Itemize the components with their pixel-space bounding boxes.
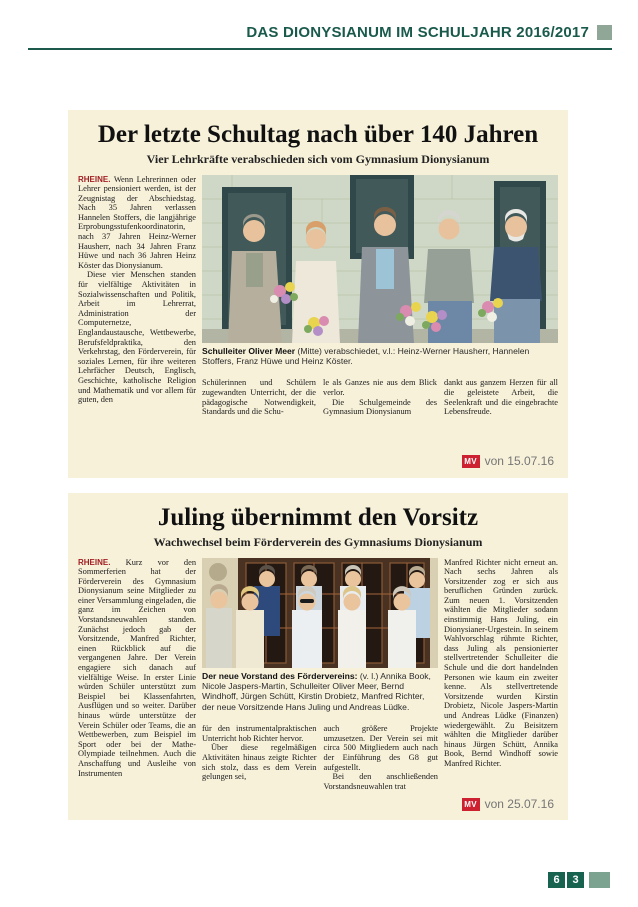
page-number-digit-6: 6 [548, 872, 565, 888]
article1-caption-rest: (Mitte) verabschiedet, v.l.: Heinz-Werner Hausherr, Hannelen Stoffers, Franz Hüwe und Heinz Köster. [202, 345, 530, 366]
article2-photo-area [202, 558, 438, 792]
article1-col1-text-1: Wenn Lehrerinnen oder Lehrer pensioniert werden, ist der Zeugnistag der Abschiedstag. Nach 35 Jahren verlassen Hannelen Stoffers, die langjährige Erprobungsstufenkoordinatorin, nach 37 Jahren Heinz-Werner Hausherr, nach 34 Jahren Franz Hüwe und nach 36 Jahren Heinz Köster das Dionysianum. [78, 174, 196, 270]
article2-column-3 [324, 724, 439, 791]
article1-column-3 [323, 378, 437, 416]
article2-col4-paragraph: Manfred Richter nicht erneut an. Nach sechs Jahren als Vorsitzender zog er sich aus beruflichen Gründen zurück. Zum neuen 1. Vorsitzenden wählten die Mitglieder sodann einstimmig Hans Juling, ein Dionysianer-Urgestein. In seinem Wahlvorschlag rühmte Richter, dass Juling als pensionierter stellvertretender Schulleiter die Schule und die dort handelnden Personen wie kaum ein zweiter kenne. Als stellvertretende Vorsitzende wurden Kirstin Drobietz, Nicole Jaspers-Martin und Andreas Lüdke (Finanzen) wiedergewählt. Zu Beisitzern wählten die Mitglieder darüber hinaus Jürgen Schütt, Annika Book, Bernd Windhoff sowie Manfred Richter. [444, 557, 558, 768]
article1-column-4 [444, 378, 558, 416]
article1-column-2 [202, 378, 316, 416]
page-header [28, 24, 612, 41]
article1-caption-lead: Schulleiter Oliver Meer [202, 345, 296, 356]
header-rule [28, 48, 612, 50]
article1-col1-paragraph-1 [78, 175, 196, 271]
article1-body [78, 175, 558, 449]
article2-column-2 [202, 724, 317, 791]
article1-dateline: RHEINE. [78, 174, 111, 184]
article2-col1-text: Kurz vor den Sommerferien hat der Förderverein des Gymnasium Dionysianum seine Mitglieder zu einer Versammlung eingeladen, die ganz im Zeichen von Vorstandsneuwahlen standen. Zunächst jedoch gab der Vorsitzende, Manfred Richter, einen Rückblick auf die vergangenen Jahre. Der Verein engagiere sich danach auf vielfältige Weise. In erster Linie würden Schüler unterstützt zum Beispiel bei Klassenfahrten, Ausflügen und so weiter. Darüber hinaus würde unterstütze der Verein Schüler oder Teams, die an Wettbewerben, zum Beispiel im Sport oder bei der Mathe-Olympiade teilnehmen. Auch die Anschaffung und Ausleihe von Instrumenten [78, 557, 197, 778]
header-accent-square [597, 25, 612, 40]
article1-subtitle: Vier Lehrkräfte verabschieden sich vom Gymnasium Dionysianum [146, 151, 490, 166]
article1-title: Der letzte Schultag nach über 140 Jahren [97, 121, 539, 148]
article2-group-photo [202, 558, 438, 668]
article1-col4-paragraph: dankt aus ganzem Herzen für all die geleistete Arbeit, die Seelenkraft und die eingebrachte Lebensfreude. [444, 378, 558, 417]
page-number-digit-3: 3 [567, 872, 584, 888]
article1-col3-paragraph-2: Die Schulgemeinde des Gymnasium Dionysianum [323, 397, 437, 417]
article2-caption-lead: Der neue Vorstand des Fördervereins: [202, 670, 358, 681]
article2-dateline: RHEINE. [78, 557, 111, 567]
article2-caption-rest: (v. l.) Annika Book, Nicole Jaspers-Martin, Schulleiter Oliver Meer, Bernd Windhoff, Jürgen Schütt, Kirstin Drobietz, Manfred Richter, der neue Vorsitzende Hans Juling und Andreas Lüdke. [202, 670, 431, 712]
article2-subtitle: Wachwechsel beim Förderverein des Gymnasiums Dionysianum [153, 534, 483, 549]
page-number [548, 872, 610, 888]
page-header-title: DAS DIONYSIANUM IM SCHULJAHR 2016/2017 [246, 24, 589, 41]
article1-column-1 [78, 175, 196, 405]
article1-source-stamp [78, 448, 558, 472]
article1-photo-area [202, 175, 558, 417]
page-number-accent-square [589, 872, 610, 888]
article2-source-stamp [78, 791, 558, 815]
article1-col2-paragraph: Schülerinnen und Schülern zugewandten Unterricht, der die pädagogische Notwendigkeit, Standards und die Schu- [202, 378, 316, 417]
article2-column-4 [444, 558, 558, 769]
article2-col3-paragraph-2: Bei den anschließenden Vorstandsneuwahlen trat [323, 772, 438, 791]
mv-logo: MV [462, 455, 480, 468]
article1-col3-paragraph-1: le als Ganzes nie aus dem Blick verlor. [323, 378, 437, 397]
article2-source-date: von 25.07.16 [484, 797, 554, 812]
article2-bottom-columns [202, 724, 438, 791]
article2-col3-paragraph-1: auch größere Projekte umzusetzen. Der Verein sei mit circa 500 Mitgliedern auch nach der Einführung des G8 gut aufgestellt. [323, 724, 438, 772]
mv-logo: MV [462, 798, 480, 811]
article2-photo-caption [202, 671, 438, 713]
article1-col1-paragraph-2: Diese vier Menschen standen für vielfältige Aktivitäten in Sozialwissenschaften und Politik, Arbeit im Lehrerrat, Administration der Computernetze, Englandaustausche, Wettbewerbe, Berufsfeldpraktika, den Verkehrstag, den Förderverein, für soziales Lernen, für ihre weiteren Lehrfächer Deutsch, Englisch, Geschichte, katholische Religion und Mathematik und vor allem für guten, den [78, 270, 196, 405]
article2-body [78, 558, 558, 792]
article-schultag [68, 110, 568, 478]
article2-column-1 [78, 558, 196, 779]
article2-col2-paragraph-2: Über diese regelmäßigen Aktivitäten hinaus zeigte Richter sich stolz, dass es dem Verein gelungen sei, [202, 743, 317, 782]
article2-col2-paragraph-1: für den instrumentalpraktischen Unterricht hob Richter hervor. [202, 724, 317, 743]
article-vorsitz [68, 493, 568, 820]
article2-title: Juling übernimmt den Vorsitz [157, 504, 479, 531]
article2-col1-paragraph [78, 558, 196, 779]
article1-source-date: von 15.07.16 [484, 454, 554, 468]
article1-bottom-columns [202, 378, 558, 416]
article1-group-photo [202, 175, 558, 343]
article1-photo-caption [202, 346, 558, 367]
